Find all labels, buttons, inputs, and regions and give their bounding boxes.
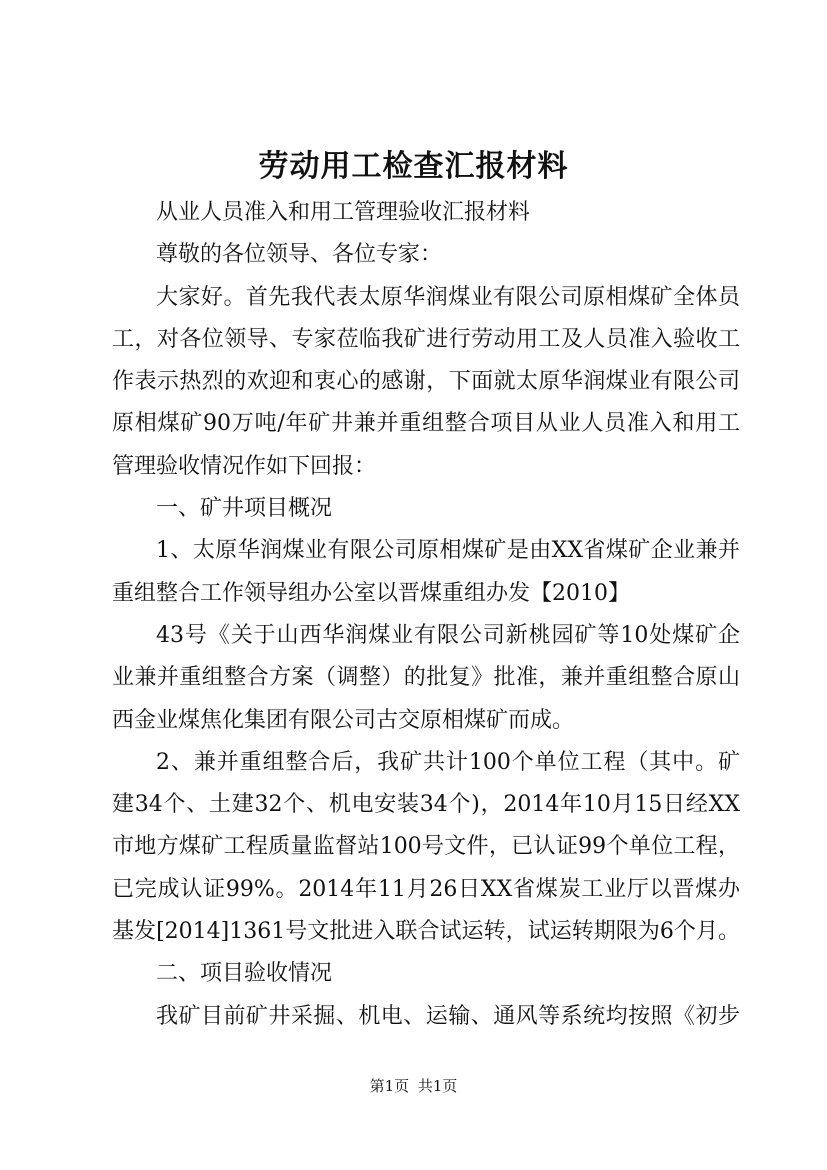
text-line: 业兼并重组整合方案（调整）的批复》批准，兼并重组整合原山 — [112, 665, 740, 691]
text-line: 建34个、土建32个、机电安装34个)，2014年10月15日经XX — [112, 792, 740, 818]
page-number: 第1页 — [369, 1077, 410, 1095]
text-line: 二、项目验收情况 — [156, 961, 333, 987]
text-line: 管理验收情况作如下回报： — [112, 453, 377, 479]
text-line: 市地方煤矿工程质量监督站100号文件，已认证99个单位工程， — [112, 834, 740, 860]
document-body — [112, 192, 740, 1038]
text-line: 1、太原华润煤业有限公司原相煤矿是由XX省煤矿企业兼并 — [156, 538, 740, 564]
document-title: 劳动用工检查汇报材料 — [258, 149, 569, 184]
text-line: 已完成认证99%。2014年11月26日XX省煤炭工业厅以晋煤办 — [112, 876, 740, 902]
text-line: 2、兼并重组整合后，我矿共计100个单位工程（其中。矿 — [156, 749, 740, 775]
page-footer — [0, 1076, 827, 1096]
text-line: 我矿目前矿井采掘、机电、运输、通风等系统均按照《初步 — [156, 1003, 740, 1029]
text-line: 工，对各位领导、专家莅临我矿进行劳动用工及人员准入验收工 — [112, 326, 740, 352]
page-total: 共1页 — [417, 1077, 458, 1095]
text-line: 重组整合工作领导组办公室以晋煤重组办发【2010】 — [112, 580, 630, 606]
text-line: 从业人员准入和用工管理验收汇报材料 — [156, 200, 531, 225]
text-line: 原相煤矿90万吨/年矿井兼并重组整合项目从业人员准入和用工 — [112, 411, 740, 437]
text-line: 基发[2014]1361号文批进入联合试运转，试运转期限为6个月。 — [112, 919, 740, 945]
text-line: 一、矿井项目概况 — [156, 496, 333, 522]
text-line: 作表示热烈的欢迎和衷心的感谢，下面就太原华润煤业有限公司 — [112, 369, 740, 395]
text-line: 43号《关于山西华润煤业有限公司新桃园矿等10处煤矿企 — [156, 622, 740, 648]
text-line: 大家好。首先我代表太原华润煤业有限公司原相煤矿全体员 — [156, 284, 740, 310]
text-line: 西金业煤焦化集团有限公司古交原相煤矿而成。 — [112, 707, 575, 733]
text-line: 尊敬的各位领导、各位专家： — [156, 242, 443, 268]
